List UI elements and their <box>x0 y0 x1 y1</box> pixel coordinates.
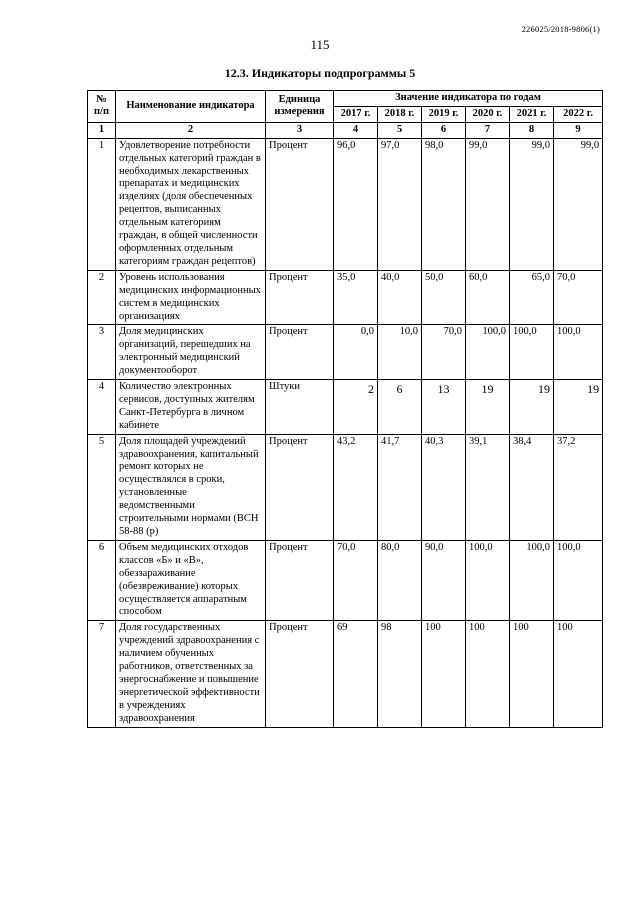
indicator-value: 80,0 <box>378 540 422 620</box>
column-number: 3 <box>266 122 334 138</box>
header-year: 2022 г. <box>554 106 603 122</box>
indicator-value: 10,0 <box>378 325 422 380</box>
indicator-value: 100,0 <box>510 325 554 380</box>
indicator-value: 35,0 <box>334 270 378 325</box>
indicator-unit: Процент <box>266 270 334 325</box>
header-year: 2017 г. <box>334 106 378 122</box>
header-row <box>88 91 603 107</box>
indicator-value: 38,4 <box>510 434 554 540</box>
indicator-name: Количество электронных сервисов, доступных жителям Санкт-Петербурга в личном кабинете <box>116 380 266 435</box>
row-number: 3 <box>88 325 116 380</box>
indicator-value: 100,0 <box>466 540 510 620</box>
header-num: № п/п <box>88 91 116 123</box>
header-unit: Единица измерения <box>266 91 334 123</box>
indicator-name: Уровень использования медицинских информационных систем в медицинских организациях <box>116 270 266 325</box>
header-year: 2019 г. <box>422 106 466 122</box>
indicator-value: 41,7 <box>378 434 422 540</box>
indicator-name: Доля медицинских организаций, перешедших на электронный медицинский документооборот <box>116 325 266 380</box>
header-year: 2018 г. <box>378 106 422 122</box>
column-number: 1 <box>88 122 116 138</box>
indicator-value: 60,0 <box>466 270 510 325</box>
indicator-value: 100 <box>422 621 466 727</box>
column-number: 6 <box>422 122 466 138</box>
indicator-value: 96,0 <box>334 138 378 270</box>
column-number: 5 <box>378 122 422 138</box>
header-values-group: Значение индикатора по годам <box>334 91 603 107</box>
indicator-value: 99,0 <box>554 138 603 270</box>
indicator-value: 19 <box>510 380 554 435</box>
indicator-value: 97,0 <box>378 138 422 270</box>
table-row <box>88 325 603 380</box>
indicator-unit: Штуки <box>266 380 334 435</box>
indicator-value: 50,0 <box>422 270 466 325</box>
row-number: 2 <box>88 270 116 325</box>
indicator-value: 70,0 <box>422 325 466 380</box>
table-row <box>88 270 603 325</box>
indicator-value: 40,3 <box>422 434 466 540</box>
row-number: 4 <box>88 380 116 435</box>
indicator-value: 98,0 <box>422 138 466 270</box>
indicator-unit: Процент <box>266 434 334 540</box>
header-name: Наименование индикатора <box>116 91 266 123</box>
column-number: 7 <box>466 122 510 138</box>
indicator-value: 19 <box>466 380 510 435</box>
indicator-value: 100,0 <box>510 540 554 620</box>
indicator-value: 99,0 <box>510 138 554 270</box>
indicator-unit: Процент <box>266 138 334 270</box>
indicator-value: 37,2 <box>554 434 603 540</box>
indicator-value: 100,0 <box>554 540 603 620</box>
indicator-value: 39,1 <box>466 434 510 540</box>
header-year: 2021 г. <box>510 106 554 122</box>
indicator-value: 2 <box>334 380 378 435</box>
table-row <box>88 380 603 435</box>
column-number: 4 <box>334 122 378 138</box>
indicator-name: Объем медицинских отходов классов «Б» и «В», обеззараживание (обезвреживание) которых осуществляется аппаратным способом <box>116 540 266 620</box>
row-number: 1 <box>88 138 116 270</box>
column-number: 2 <box>116 122 266 138</box>
indicator-value: 69 <box>334 621 378 727</box>
row-number: 7 <box>88 621 116 727</box>
indicator-value: 100 <box>510 621 554 727</box>
table-row <box>88 434 603 540</box>
indicator-value: 100 <box>554 621 603 727</box>
indicator-value: 70,0 <box>334 540 378 620</box>
indicator-name: Доля площадей учреждений здравоохранения, капитальный ремонт которых не осуществлялся в сроки, установленные ведомственными строительными нормами (ВСН 58-88 (р) <box>116 434 266 540</box>
column-numbers-row <box>88 122 603 138</box>
indicators-table <box>87 90 603 728</box>
row-number: 5 <box>88 434 116 540</box>
indicator-unit: Процент <box>266 325 334 380</box>
indicator-value: 13 <box>422 380 466 435</box>
indicator-value: 99,0 <box>466 138 510 270</box>
section-title: 12.3. Индикаторы подпрограммы 5 <box>224 66 416 80</box>
indicator-value: 100,0 <box>554 325 603 380</box>
column-number: 8 <box>510 122 554 138</box>
indicator-value: 90,0 <box>422 540 466 620</box>
indicator-value: 19 <box>554 380 603 435</box>
header-year: 2020 г. <box>466 106 510 122</box>
indicator-name: Удовлетворение потребности отдельных категорий граждан в необходимых лекарственных препаратах и медицинских изделиях (доля обеспеченных рецептов, выписанных отдельным категориям граждан, в общей численности оформленных отдельным категориям граждан рецептов) <box>116 138 266 270</box>
table-row <box>88 621 603 727</box>
table-row <box>88 138 603 270</box>
column-number: 9 <box>554 122 603 138</box>
indicator-unit: Процент <box>266 621 334 727</box>
indicator-unit: Процент <box>266 540 334 620</box>
page-number: 115 <box>310 37 330 52</box>
row-number: 6 <box>88 540 116 620</box>
indicator-value: 98 <box>378 621 422 727</box>
indicator-value: 65,0 <box>510 270 554 325</box>
indicator-value: 100,0 <box>466 325 510 380</box>
table-row <box>88 540 603 620</box>
indicator-value: 40,0 <box>378 270 422 325</box>
document-id: 226025/2018-9806(1) <box>521 24 600 34</box>
indicator-value: 100 <box>466 621 510 727</box>
indicator-value: 43,2 <box>334 434 378 540</box>
indicator-name: Доля государственных учреждений здравоохранения с наличием обученных работников, ответственных за энергоснабжение и повышение энергетической эффективности в учреждениях здравоохранения <box>116 621 266 727</box>
indicator-value: 70,0 <box>554 270 603 325</box>
indicator-value: 6 <box>378 380 422 435</box>
indicator-value: 0,0 <box>334 325 378 380</box>
